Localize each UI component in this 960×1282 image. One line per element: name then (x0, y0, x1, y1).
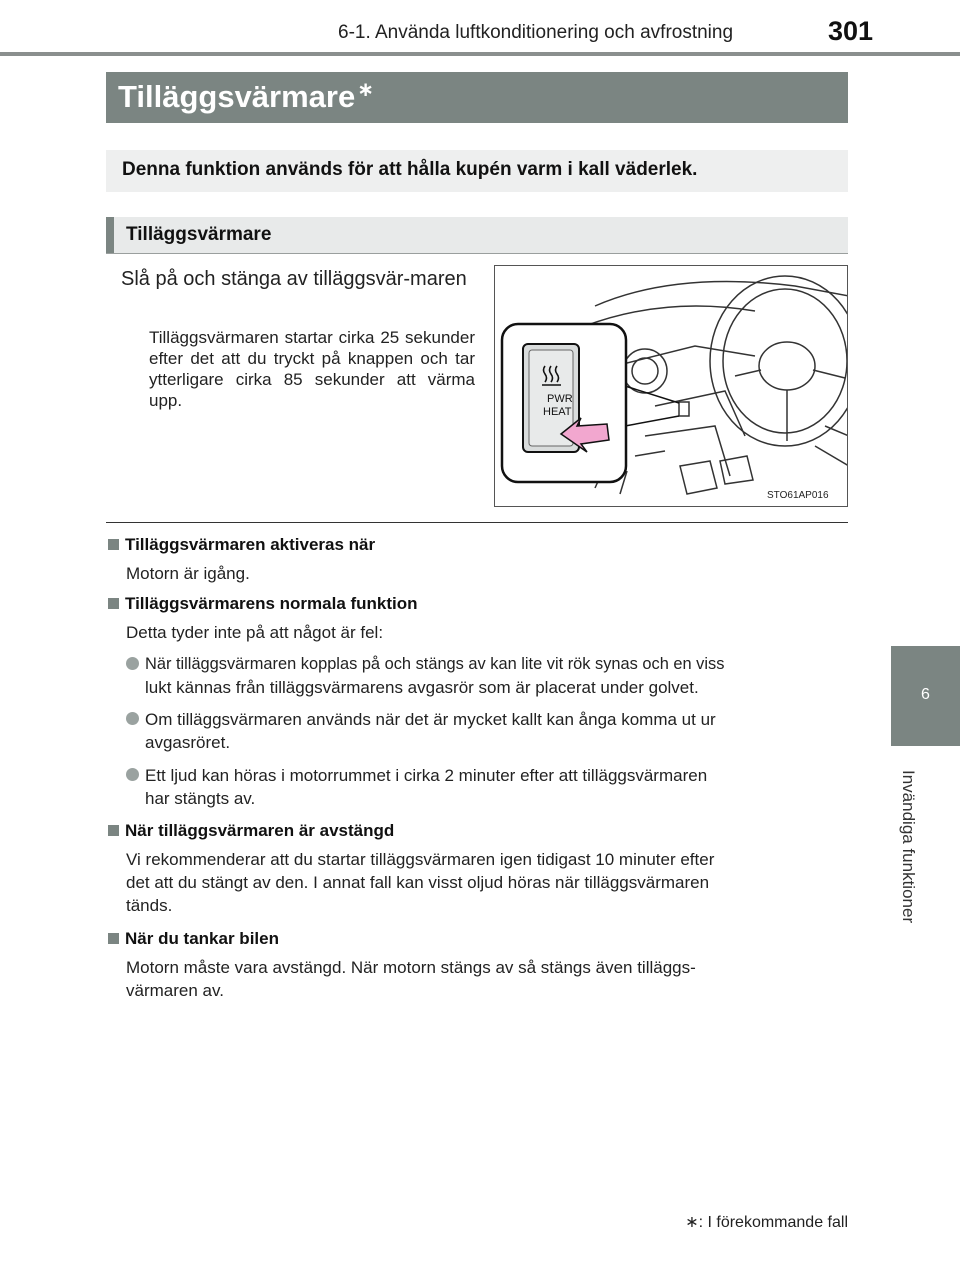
note-body-line: tänds. (126, 896, 173, 915)
square-bullet-icon (108, 825, 119, 836)
subsection-heading (106, 217, 848, 253)
section-separator (106, 522, 848, 523)
note-heading-text: När du tankar bilen (125, 929, 279, 948)
button-label-pwr: PWR (547, 393, 573, 405)
round-bullet-icon (126, 768, 139, 781)
subsection-title: Tilläggsvärmare (126, 224, 272, 245)
dashboard-illustration (494, 265, 848, 507)
step-title: Slå på och stänga av tilläggsvär-maren (121, 268, 467, 290)
list-item-line: När tilläggsvärmaren kopplas på och stängs av kan lite vit rök synas och en viss (145, 655, 725, 673)
note-heading (108, 821, 394, 841)
footnote: ∗: I förekommande fall (685, 1214, 848, 1231)
note-heading-text: Tilläggsvärmarens normala funktion (125, 594, 418, 613)
step-description: Tilläggsvärmaren startar cirka 25 sekunder efter det att du tryckt på knappen och tar ytterligare cirka 85 sekunder att värma upp. (149, 328, 475, 410)
note-body-line: Vi rekommenderar att du startar tilläggsvärmaren igen tidigast 10 minuter efter (126, 850, 715, 869)
square-bullet-icon (108, 539, 119, 550)
round-bullet-icon (126, 712, 139, 725)
title-bar (106, 72, 848, 123)
chapter-number: 6 (921, 686, 930, 703)
square-bullet-icon (108, 598, 119, 609)
note-heading-text: När tilläggsvärmaren är avstängd (125, 821, 395, 840)
note-body: Detta tyder inte på att något är fel: (126, 623, 384, 642)
availability-marker: ∗ (357, 79, 374, 101)
note-body-line: det att du stängt av den. I annat fall kan visst oljud höras när tilläggsvärmaren (126, 873, 710, 892)
chapter-title (898, 770, 932, 980)
page-number: 301 (828, 16, 874, 46)
list-item (126, 653, 850, 701)
intro-box (106, 150, 848, 192)
dashboard-drawing (495, 266, 848, 507)
round-bullet-icon (126, 657, 139, 670)
note-heading (108, 594, 418, 614)
list-item (126, 764, 850, 812)
list-item-line: Ett ljud kan höras i motorrummet i cirka 2 minuter efter att tilläggsvärmaren (145, 766, 708, 785)
page-title (118, 79, 374, 115)
note-body-line: värmaren av. (126, 981, 224, 1000)
note-body-line: Motorn måste vara avstängd. När motorn stängs av så stängs även tilläggs- (126, 958, 696, 977)
header-rule (0, 52, 960, 56)
note-heading (108, 929, 279, 949)
chapter-tab (891, 646, 960, 746)
list-item-line: Om tilläggsvärmaren används när det är mycket kallt kan ånga komma ut ur (145, 710, 716, 729)
list-item-line: avgasröret. (145, 733, 231, 752)
list-item (126, 708, 850, 756)
illustration-code: STO61AP016 (767, 490, 829, 501)
note-heading-text: Tilläggsvärmaren aktiveras när (125, 535, 376, 554)
list-item-line: har stängts av. (145, 789, 256, 808)
subsection-rule (106, 253, 848, 254)
note-body: Motorn är igång. (126, 564, 250, 583)
button-label-heat: HEAT (543, 406, 572, 418)
list-item-line: lukt kännas från tilläggsvärmarens avgasrör som är placerat under golvet. (145, 678, 699, 697)
section-title: 6-1. Använda luftkonditionering och avfrostning (338, 22, 734, 43)
square-bullet-icon (108, 933, 119, 944)
intro-text: Denna funktion används för att hålla kupén varm i kall väderlek. (122, 159, 698, 180)
chapter-title-text: Invändiga funktioner (899, 770, 918, 924)
page-title-text: Tilläggsvärmare (118, 79, 356, 114)
note-heading (108, 535, 375, 555)
